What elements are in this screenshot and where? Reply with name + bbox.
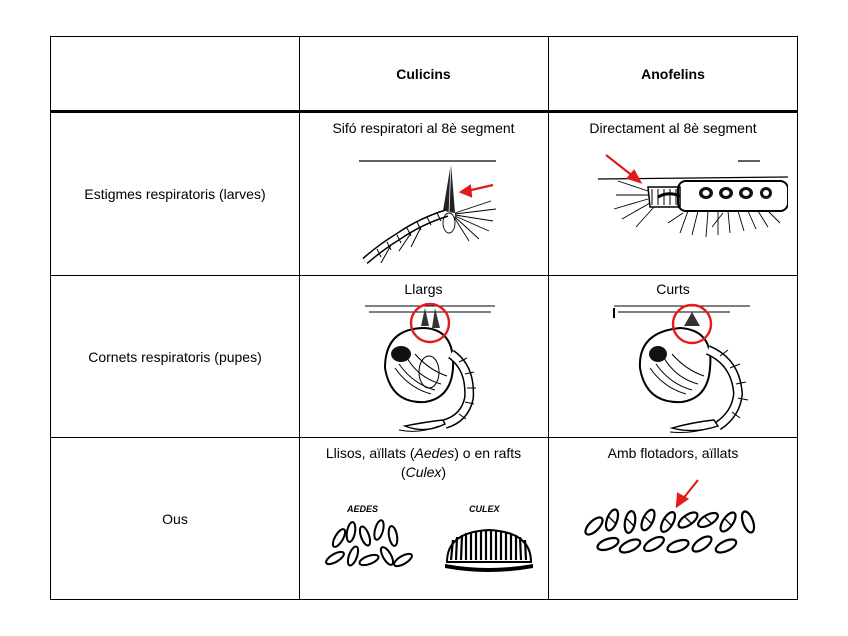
row-label-pupes: Cornets respiratoris (pupes) [88, 348, 262, 365]
aedes-label: AEDES [347, 504, 379, 514]
culicine-larva-illustration [351, 151, 501, 266]
anopheline-eggs-illustration [580, 476, 770, 576]
cell-caption: Llisos, aïllats (Aedes) o en rafts (Culex) [325, 445, 522, 480]
culicine-eggs-illustration [319, 502, 539, 582]
header-anofelins: Anofelins [641, 66, 705, 82]
cell-anofelins-ous [548, 438, 798, 600]
culex-label: CULEX [469, 504, 500, 514]
anopheline-larva-illustration [588, 151, 788, 266]
cell-caption: Amb flotadors, aïllats [607, 445, 739, 461]
cell-caption: Sifó respiratori al 8è segment [332, 120, 515, 136]
header-culicins: Culicins [396, 66, 451, 82]
cell-culicins-ous [299, 438, 548, 600]
row-label-larves: Estigmes respiratoris (larves) [84, 186, 266, 202]
cell-caption: Llargs [404, 281, 443, 297]
culicine-pupa-illustration [355, 298, 495, 434]
anopheline-pupa-illustration [610, 298, 760, 434]
cell-culicins-pupes [299, 276, 548, 437]
comparison-table [50, 36, 798, 600]
cell-caption: Curts [656, 281, 690, 297]
cell-culicins-larves [299, 113, 548, 275]
cell-anofelins-larves [548, 113, 798, 275]
row-label-ous: Ous [162, 511, 188, 527]
cell-anofelins-pupes [548, 276, 798, 437]
cell-caption: Directament al 8è segment [589, 120, 757, 136]
